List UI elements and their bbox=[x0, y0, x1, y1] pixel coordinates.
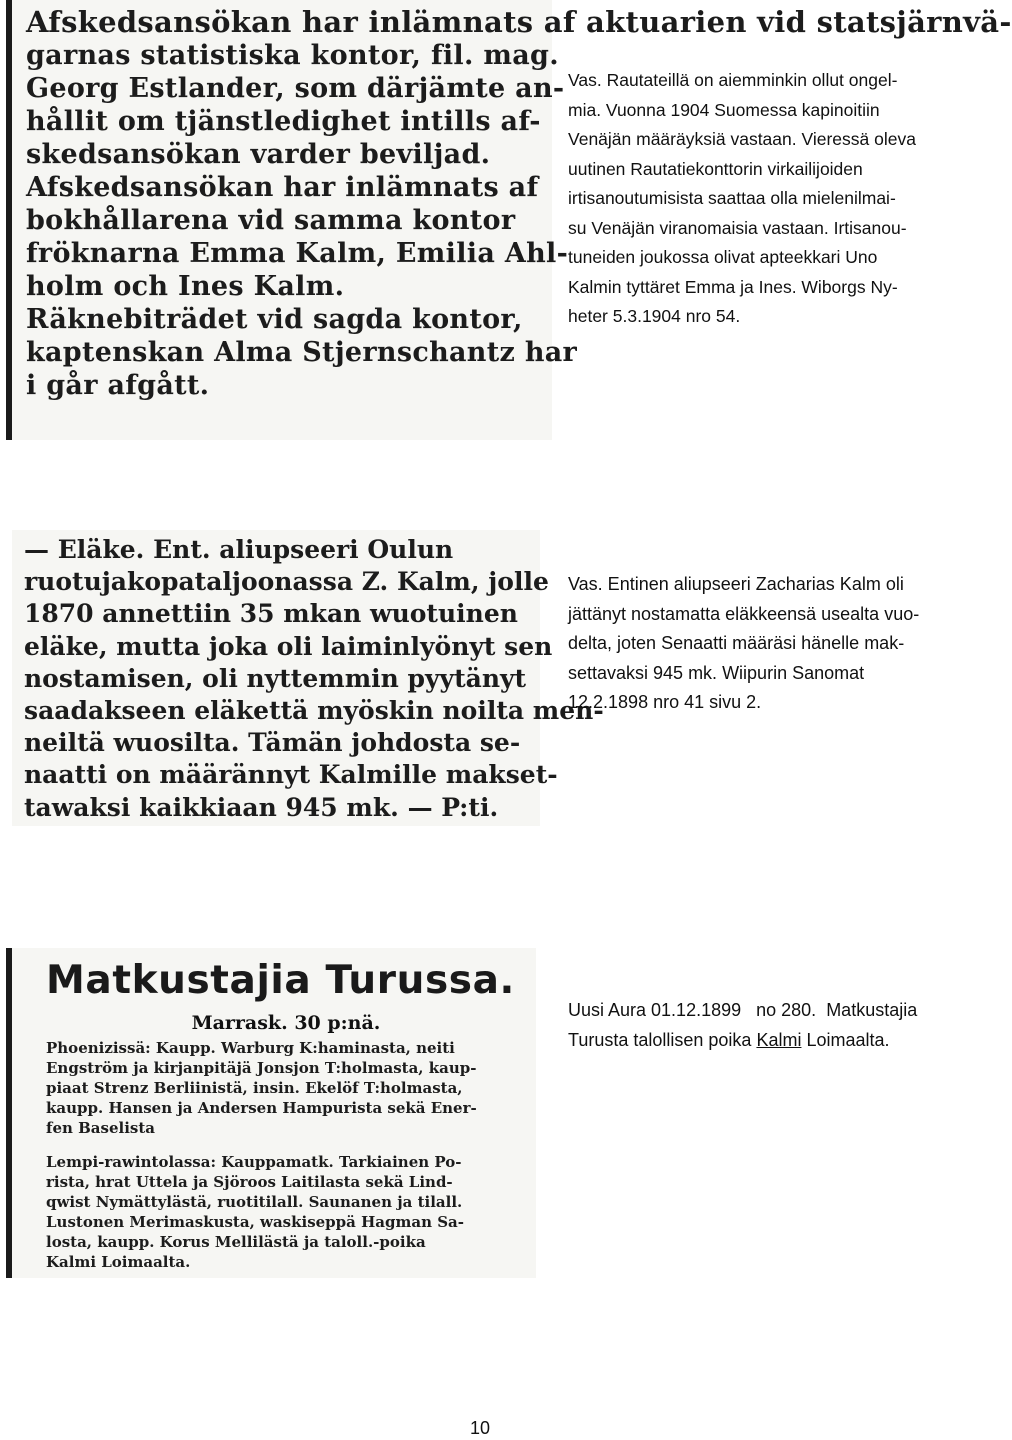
caption-line: Vas. Entinen aliupseeri Zacharias Kalm oli bbox=[568, 574, 904, 594]
caption-text: Loimaalta. bbox=[801, 1029, 890, 1050]
clipping-line: Kalmi Loimaalta. bbox=[46, 1253, 191, 1271]
caption-line: delta, joten Senaatti määräsi hänelle mak- bbox=[568, 633, 905, 653]
clipping-line: fröknarna Emma Kalm, Emilia Ahl- bbox=[26, 238, 569, 269]
newspaper-clipping-uusi-aura bbox=[6, 948, 536, 1278]
caption-uusi-aura bbox=[568, 996, 960, 1055]
clipping-dateline: Marrask. 30 p:nä. bbox=[191, 1012, 381, 1034]
clipping-line: rista, hrat Uttela ja Sjöroos Laitilasta sekä Lind- bbox=[46, 1173, 453, 1191]
caption-line: Vas. Rautateillä on aiemminkin ollut ongel- bbox=[568, 70, 898, 90]
clipping-line: eläke, mutta joka oli laiminlyönyt sen bbox=[24, 631, 553, 661]
clipping-line: Afskedsansökan har inlämnats af aktuarien vid statsjärnvä- bbox=[26, 5, 1012, 39]
clipping-line: Lustonen Merimaskusta, waskiseppä Hagman Sa- bbox=[46, 1213, 464, 1231]
caption-wiborgs-nyheter bbox=[568, 66, 960, 332]
caption-line: jättänyt nostamatta eläkkeensä usealta vuo- bbox=[568, 603, 920, 624]
clipping-line: kaptenskan Alma Stjernschantz har bbox=[26, 337, 578, 368]
caption-line: mia. Vuonna 1904 Suomessa kapinoitiin bbox=[568, 99, 880, 120]
clipping-line: Phoenizissä: Kaupp. Warburg K:haminasta, neiti bbox=[46, 1039, 455, 1057]
clipping-line: Georg Estlander, som därjämte an- bbox=[26, 73, 565, 104]
caption-line: heter 5.3.1904 nro 54. bbox=[568, 306, 741, 326]
caption-line: tuneiden joukossa olivat apteekkari Uno bbox=[568, 247, 878, 267]
clipping-line: fen Baselista bbox=[46, 1119, 155, 1137]
clipping-line: nostamisen, oli nyttemmin pyytänyt bbox=[24, 663, 527, 693]
caption-text: Turusta talollisen poika bbox=[568, 1029, 757, 1050]
caption-line: uutinen Rautatiekonttorin virkailijoiden bbox=[568, 158, 863, 179]
caption-wiipurin-sanomat bbox=[568, 570, 960, 718]
caption-line: settavaksi 945 mk. Wiipurin Sanomat bbox=[568, 662, 865, 683]
clipping-line: hållit om tjänstledighet intills af- bbox=[26, 106, 541, 137]
clipping-line: saadakseen eläkettä myöskin noilta men- bbox=[24, 696, 604, 726]
underlined-name: Kalmi bbox=[756, 1029, 802, 1050]
clipping-line: garnas statistiska kontor, fil. mag. bbox=[26, 40, 559, 71]
clipping-line: 1870 annettiin 35 mkan wuotuinen bbox=[24, 599, 518, 629]
newspaper-clipping-wiipurin-sanomat bbox=[12, 530, 604, 826]
clipping-line: ruotujakopataljoonassa Z. Kalm, jolle bbox=[24, 567, 549, 597]
clipping-line: neiltä wuosilta. Tämän johdosta se- bbox=[24, 728, 521, 758]
caption-line: Venäjän määräyksiä vastaan. Vieressä oleva bbox=[568, 129, 916, 149]
caption-line: irtisanoutumisista saattaa olla mielenilmai- bbox=[568, 188, 896, 208]
clipping-line: piaat Strenz Berliinistä, insin. Ekelöf T:holmasta, bbox=[46, 1079, 463, 1097]
clipping-line: naatti on määrännyt Kalmille makset- bbox=[24, 760, 558, 790]
caption-line: su Venäjän viranomaisia vastaan. Irtisanou- bbox=[568, 217, 907, 238]
clipping-line: Afskedsansökan har inlämnats af bbox=[26, 172, 539, 203]
clipping-headline: Matkustajia Turussa. bbox=[46, 958, 515, 1003]
clipping-line: losta, kaupp. Korus Mellilästä ja taloll.-poika bbox=[46, 1233, 426, 1251]
clipping-line: skedsansökan varder beviljad. bbox=[26, 139, 491, 170]
caption-line: 12.2.1898 nro 41 sivu 2. bbox=[568, 692, 762, 712]
clipping-line: qwist Nymättylästä, ruotitilall. Saunanen ja tilall. bbox=[46, 1193, 463, 1211]
clipping-line: tawaksi kaikkiaan 945 mk. — P:ti. bbox=[24, 792, 499, 822]
clipping-line: bokhållarena vid samma kontor bbox=[26, 205, 516, 236]
clipping-line: Engström ja kirjanpitäjä Jonsjon T:holmasta, kaup- bbox=[46, 1059, 477, 1077]
clipping-line: kaupp. Hansen ja Andersen Hampurista sekä Ener- bbox=[46, 1099, 477, 1117]
caption-line: Uusi Aura 01.12.1899 no 280. Matkustajia bbox=[568, 1000, 918, 1020]
clipping-line: Lempi-rawintolassa: Kauppamatk. Tarkiainen Po- bbox=[46, 1153, 462, 1171]
clipping-line: — Eläke. Ent. aliupseeri Oulun bbox=[24, 535, 454, 564]
clipping-line: holm och Ines Kalm. bbox=[26, 271, 345, 302]
caption-line bbox=[568, 1026, 960, 1056]
page-number: 10 bbox=[469, 1418, 491, 1438]
caption-line: Kalmin tyttäret Emma ja Ines. Wiborgs Ny- bbox=[568, 276, 898, 297]
clipping-line: Räknebiträdet vid sagda kontor, bbox=[26, 304, 523, 335]
clipping-line: i går afgått. bbox=[26, 370, 210, 401]
